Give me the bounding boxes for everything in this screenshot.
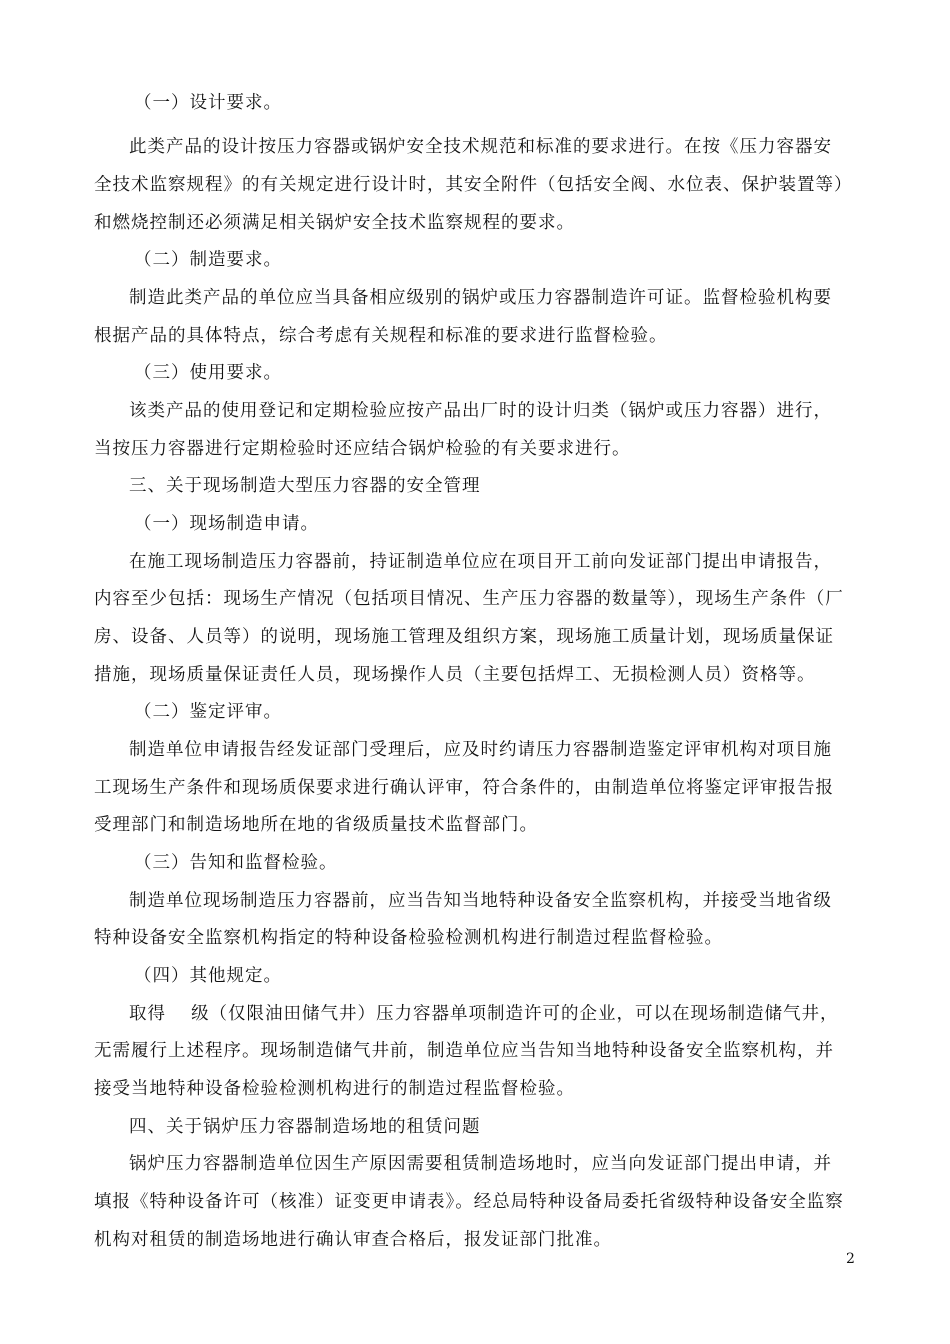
- paragraph-line: 接受当地特种设备检验检测机构进行的制造过程监督检验。: [94, 1079, 575, 1099]
- heading-design-requirements: （一）设计要求。: [134, 93, 282, 113]
- heading-notification-inspection: （三）告知和监督检验。: [134, 853, 338, 873]
- paragraph-line: 该类产品的使用登记和定期检验应按产品出厂时的设计归类（锅炉或压力容器）进行，: [129, 401, 832, 421]
- paragraph-line: 特种设备安全监察机构指定的特种设备检验检测机构进行制造过程监督检验。: [94, 928, 723, 948]
- paragraph-line: 机构对租赁的制造场地进行确认审查合格后，报发证部门批准。: [94, 1230, 612, 1250]
- heading-manufacturing-requirements: （二）制造要求。: [134, 250, 282, 270]
- paragraph-line: 措施，现场质量保证责任人员，现场操作人员（主要包括焊工、无损检测人员）资格等。: [94, 665, 816, 685]
- paragraph-line: 此类产品的设计按压力容器或锅炉安全技术规范和标准的要求进行。在按《压力容器安: [129, 137, 832, 157]
- paragraph-line: 工现场生产条件和现场质保要求进行确认评审，符合条件的，由制造单位将鉴定评审报告报: [94, 778, 834, 798]
- paragraph-line: 内容至少包括：现场生产情况（包括项目情况、生产压力容器的数量等），现场生产条件（厂: [94, 589, 844, 609]
- section-heading-site-leasing: 四、关于锅炉压力容器制造场地的租赁问题: [129, 1117, 481, 1137]
- paragraph-line: 无需履行上述程序。现场制造储气井前，制造单位应当告知当地特种设备安全监察机构，并: [94, 1041, 834, 1061]
- paragraph-line: 房、设备、人员等）的说明，现场施工管理及组织方案，现场施工质量计划，现场质量保证: [94, 627, 834, 647]
- paragraph-line: 填报《特种设备许可（核准）证变更申请表》。经总局特种设备局委托省级特种设备安全监察: [94, 1192, 844, 1212]
- heading-other-provisions: （四）其他规定。: [134, 966, 282, 986]
- section-heading-onsite-manufacturing: 三、关于现场制造大型压力容器的安全管理: [129, 476, 481, 496]
- paragraph-line: 取得 级（仅限油田储气井）压力容器单项制造许可的企业，可以在现场制造储气井，: [129, 1004, 839, 1024]
- paragraph-line: 受理部门和制造场地所在地的省级质量技术监督部门。: [94, 815, 538, 835]
- page-number: 2: [846, 1251, 855, 1267]
- heading-usage-requirements: （三）使用要求。: [134, 363, 282, 383]
- paragraph-line: 制造单位现场制造压力容器前，应当告知当地特种设备安全监察机构，并接受当地省级: [129, 891, 832, 911]
- paragraph-line: 在施工现场制造压力容器前，持证制造单位应在项目开工前向发证部门提出申请报告，: [129, 552, 832, 572]
- heading-onsite-application: （一）现场制造申请。: [134, 514, 319, 534]
- paragraph-line: 制造此类产品的单位应当具备相应级别的锅炉或压力容器制造许可证。监督检验机构要: [129, 288, 832, 308]
- paragraph-line: 锅炉压力容器制造单位因生产原因需要租赁制造场地时，应当向发证部门提出申请，并: [129, 1154, 832, 1174]
- paragraph-line: 当按压力容器进行定期检验时还应结合锅炉检验的有关要求进行。: [94, 439, 631, 459]
- paragraph-line: 和燃烧控制还必须满足相关锅炉安全技术监察规程的要求。: [94, 213, 575, 233]
- paragraph-line: 根据产品的具体特点，综合考虑有关规程和标准的要求进行监督检验。: [94, 326, 668, 346]
- paragraph-line: 全技术监察规程》的有关规定进行设计时，其安全附件（包括安全阀、水位表、保护装置等）: [94, 175, 853, 195]
- heading-appraisal-review: （二）鉴定评审。: [134, 702, 282, 722]
- paragraph-line: 制造单位申请报告经发证部门受理后，应及时约请压力容器制造鉴定评审机构对项目施: [129, 740, 832, 760]
